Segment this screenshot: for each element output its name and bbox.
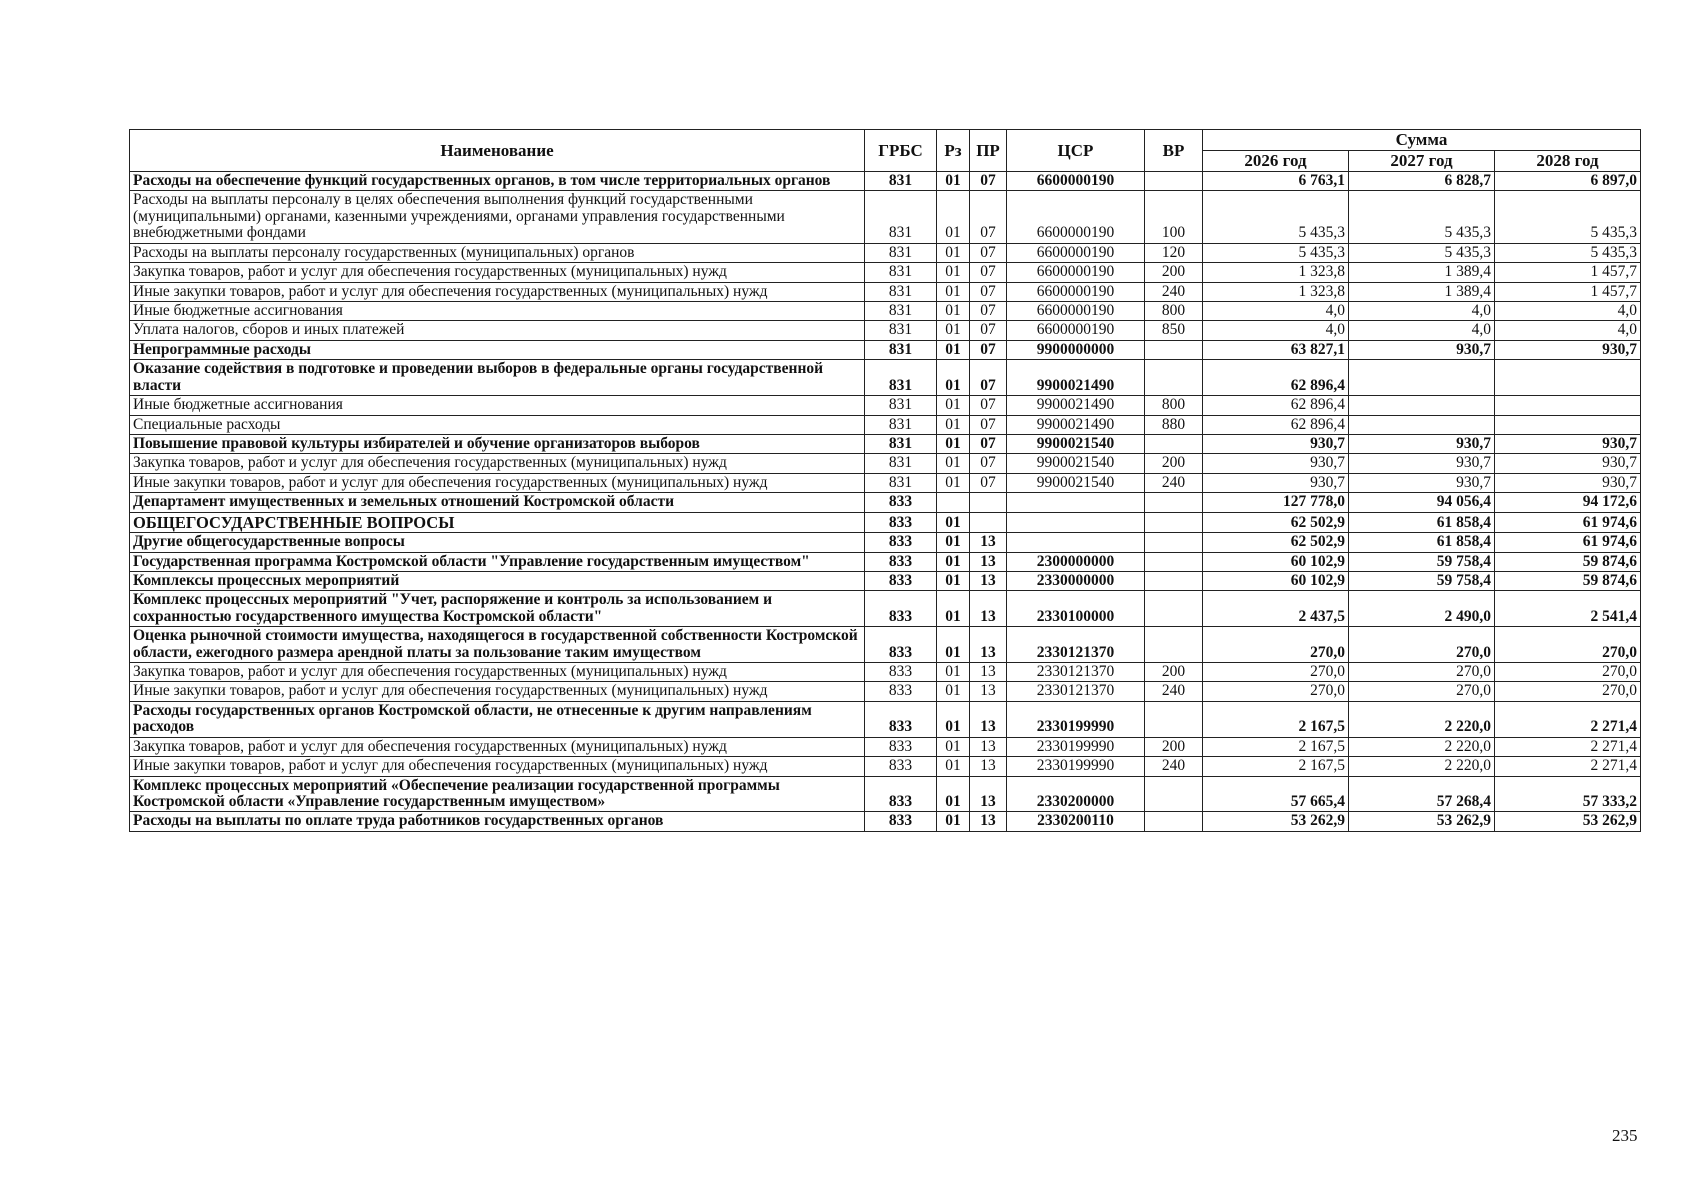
cell-2027: 5 435,3 [1349,243,1495,262]
cell-2026: 5 435,3 [1203,191,1349,243]
cell-grbs: 833 [865,701,937,737]
cell-2028: 930,7 [1495,340,1641,359]
cell-2028: 930,7 [1495,434,1641,453]
table-body [130,172,1641,832]
cell-vr [1145,493,1203,512]
cell-pr: 07 [970,191,1007,243]
cell-2027: 1 389,4 [1349,282,1495,301]
cell-rz: 01 [937,301,970,320]
cell-pr: 13 [970,701,1007,737]
cell-csr: 9900000000 [1007,340,1145,359]
cell-rz: 01 [937,473,970,492]
header-sum: Сумма [1203,130,1641,151]
table-row [130,454,1641,473]
cell-2026: 62 896,4 [1203,415,1349,434]
cell-rz: 01 [937,172,970,191]
cell-pr: 07 [970,243,1007,262]
table-row [130,533,1641,552]
cell-rz: 01 [937,263,970,282]
cell-2026: 62 896,4 [1203,360,1349,396]
cell-vr: 240 [1145,473,1203,492]
table-row [130,360,1641,396]
page-number: 235 [1612,1126,1638,1145]
cell-pr [970,493,1007,512]
cell-name: Расходы на выплаты по оплате труда работников государственных органов [130,812,865,831]
cell-2026: 4,0 [1203,321,1349,340]
table-header [130,130,1641,172]
cell-pr: 07 [970,415,1007,434]
cell-2028: 1 457,7 [1495,263,1641,282]
cell-csr: 2330200000 [1007,776,1145,812]
cell-rz: 01 [937,663,970,682]
cell-2026: 930,7 [1203,473,1349,492]
table-row [130,757,1641,776]
cell-2026: 2 437,5 [1203,591,1349,627]
cell-name: Комплекс процессных мероприятий "Учет, распоряжение и контроль за использованием и сохранностью государственного имущества Костромской области" [130,591,865,627]
cell-name: Закупка товаров, работ и услуг для обеспечения государственных (муниципальных) нужд [130,737,865,756]
table-row [130,340,1641,359]
cell-vr [1145,627,1203,663]
cell-rz: 01 [937,701,970,737]
cell-2026: 53 262,9 [1203,812,1349,831]
cell-2027: 930,7 [1349,434,1495,453]
cell-csr: 6600000190 [1007,282,1145,301]
cell-2027: 59 758,4 [1349,552,1495,571]
cell-rz: 01 [937,571,970,590]
cell-grbs: 831 [865,340,937,359]
table-row [130,282,1641,301]
cell-grbs: 831 [865,191,937,243]
cell-grbs: 831 [865,454,937,473]
cell-vr: 850 [1145,321,1203,340]
cell-rz: 01 [937,360,970,396]
cell-2027: 930,7 [1349,340,1495,359]
cell-grbs: 833 [865,682,937,701]
cell-grbs: 833 [865,571,937,590]
table-row [130,591,1641,627]
cell-pr: 13 [970,737,1007,756]
cell-pr: 07 [970,282,1007,301]
cell-2028: 6 897,0 [1495,172,1641,191]
cell-rz: 01 [937,757,970,776]
cell-2028: 4,0 [1495,301,1641,320]
header-year-2027: 2027 год [1349,151,1495,172]
cell-2028: 270,0 [1495,682,1641,701]
cell-2028: 1 457,7 [1495,282,1641,301]
cell-2028: 270,0 [1495,663,1641,682]
table-row [130,434,1641,453]
cell-name: Расходы государственных органов Костромской области, не отнесенные к другим направлениям расходов [130,701,865,737]
cell-2027: 2 490,0 [1349,591,1495,627]
cell-2026: 2 167,5 [1203,757,1349,776]
cell-2026: 270,0 [1203,663,1349,682]
cell-rz: 01 [937,776,970,812]
cell-2027: 270,0 [1349,663,1495,682]
cell-2026: 6 763,1 [1203,172,1349,191]
cell-2027: 61 858,4 [1349,512,1495,532]
cell-pr: 13 [970,552,1007,571]
cell-2027: 1 389,4 [1349,263,1495,282]
table-row [130,301,1641,320]
table-row [130,243,1641,262]
cell-vr [1145,776,1203,812]
cell-pr: 07 [970,340,1007,359]
cell-2027: 2 220,0 [1349,701,1495,737]
cell-grbs: 831 [865,360,937,396]
cell-grbs: 831 [865,321,937,340]
cell-pr: 07 [970,396,1007,415]
cell-grbs: 831 [865,243,937,262]
cell-csr: 2330200110 [1007,812,1145,831]
table-row [130,682,1641,701]
cell-2028: 2 271,4 [1495,737,1641,756]
cell-grbs: 831 [865,434,937,453]
cell-name: ОБЩЕГОСУДАРСТВЕННЫЕ ВОПРОСЫ [130,512,865,532]
cell-2026: 270,0 [1203,627,1349,663]
cell-grbs: 833 [865,776,937,812]
header-csr: ЦСР [1007,130,1145,172]
cell-vr [1145,552,1203,571]
cell-2028: 930,7 [1495,454,1641,473]
cell-pr: 13 [970,571,1007,590]
cell-2026: 2 167,5 [1203,701,1349,737]
cell-2028: 5 435,3 [1495,243,1641,262]
cell-name: Комплекс процессных мероприятий «Обеспечение реализации государственной программы Костромской области «Управление государственным имуществом» [130,776,865,812]
table-row [130,396,1641,415]
cell-csr: 9900021490 [1007,396,1145,415]
cell-vr: 200 [1145,454,1203,473]
cell-2026: 930,7 [1203,454,1349,473]
cell-rz: 01 [937,454,970,473]
cell-pr: 07 [970,321,1007,340]
cell-rz: 01 [937,812,970,831]
cell-2028 [1495,396,1641,415]
cell-csr: 6600000190 [1007,263,1145,282]
cell-rz: 01 [937,191,970,243]
cell-csr: 2330121370 [1007,682,1145,701]
cell-pr: 07 [970,454,1007,473]
budget-table [129,129,1641,832]
cell-vr: 240 [1145,682,1203,701]
cell-rz: 01 [937,243,970,262]
cell-pr: 13 [970,776,1007,812]
cell-grbs: 833 [865,812,937,831]
cell-vr [1145,812,1203,831]
cell-rz: 01 [937,396,970,415]
cell-name: Иные закупки товаров, работ и услуг для обеспечения государственных (муниципальных) нужд [130,282,865,301]
cell-grbs: 833 [865,552,937,571]
cell-csr: 2330121370 [1007,663,1145,682]
cell-2028: 2 271,4 [1495,701,1641,737]
header-pr: ПР [970,130,1007,172]
cell-2028: 61 974,6 [1495,512,1641,532]
cell-csr: 9900021540 [1007,473,1145,492]
cell-grbs: 831 [865,396,937,415]
cell-grbs: 833 [865,533,937,552]
table-row [130,493,1641,512]
cell-grbs: 833 [865,757,937,776]
cell-name: Закупка товаров, работ и услуг для обеспечения государственных (муниципальных) нужд [130,263,865,282]
cell-csr: 2330000000 [1007,571,1145,590]
table-row [130,263,1641,282]
cell-name: Оценка рыночной стоимости имущества, находящегося в государственной собственности Костромской области, ежегодного размера арендной платы за пользование таким имуществом [130,627,865,663]
cell-2028: 4,0 [1495,321,1641,340]
cell-rz: 01 [937,415,970,434]
cell-name: Иные бюджетные ассигнования [130,396,865,415]
cell-2027: 270,0 [1349,627,1495,663]
cell-rz: 01 [937,591,970,627]
cell-name: Закупка товаров, работ и услуг для обеспечения государственных (муниципальных) нужд [130,454,865,473]
table-row [130,663,1641,682]
cell-2028: 59 874,6 [1495,571,1641,590]
cell-2027: 61 858,4 [1349,533,1495,552]
cell-name: Закупка товаров, работ и услуг для обеспечения государственных (муниципальных) нужд [130,663,865,682]
cell-csr: 2330121370 [1007,627,1145,663]
cell-grbs: 833 [865,591,937,627]
cell-csr: 6600000190 [1007,301,1145,320]
cell-name: Комплексы процессных мероприятий [130,571,865,590]
cell-pr: 07 [970,301,1007,320]
cell-name: Расходы на выплаты персоналу государственных (муниципальных) органов [130,243,865,262]
cell-vr [1145,512,1203,532]
cell-2028: 2 541,4 [1495,591,1641,627]
cell-vr [1145,172,1203,191]
cell-2026: 1 323,8 [1203,263,1349,282]
cell-2028: 57 333,2 [1495,776,1641,812]
table-row [130,776,1641,812]
cell-2027: 4,0 [1349,301,1495,320]
cell-vr [1145,591,1203,627]
cell-csr [1007,533,1145,552]
cell-2028: 5 435,3 [1495,191,1641,243]
cell-rz: 01 [937,627,970,663]
cell-pr: 13 [970,757,1007,776]
cell-rz: 01 [937,512,970,532]
cell-name: Расходы на обеспечение функций государственных органов, в том числе территориальных органов [130,172,865,191]
cell-name: Специальные расходы [130,415,865,434]
cell-2027: 930,7 [1349,454,1495,473]
cell-2028: 61 974,6 [1495,533,1641,552]
cell-2026: 2 167,5 [1203,737,1349,756]
cell-name: Расходы на выплаты персоналу в целях обеспечения выполнения функций государственными (муниципальными) органами, казенными учреждениями, органами управления государственными внебюджетными фондами [130,191,865,243]
cell-csr: 2330199990 [1007,701,1145,737]
table-row [130,191,1641,243]
cell-2026: 4,0 [1203,301,1349,320]
cell-grbs: 833 [865,512,937,532]
cell-csr: 2330199990 [1007,757,1145,776]
table-row [130,701,1641,737]
cell-2028: 930,7 [1495,473,1641,492]
cell-2028 [1495,415,1641,434]
header-year-2028: 2028 год [1495,151,1641,172]
cell-csr: 6600000190 [1007,172,1145,191]
cell-2027: 2 220,0 [1349,737,1495,756]
table-row [130,737,1641,756]
header-vr: ВР [1145,130,1203,172]
cell-2028: 59 874,6 [1495,552,1641,571]
cell-2027: 4,0 [1349,321,1495,340]
cell-pr: 13 [970,663,1007,682]
cell-2028: 2 271,4 [1495,757,1641,776]
cell-2027: 6 828,7 [1349,172,1495,191]
cell-csr: 9900021540 [1007,434,1145,453]
cell-vr [1145,434,1203,453]
cell-csr: 9900021540 [1007,454,1145,473]
cell-2027: 270,0 [1349,682,1495,701]
cell-name: Иные закупки товаров, работ и услуг для обеспечения государственных (муниципальных) нужд [130,473,865,492]
table-row [130,512,1641,532]
table-row [130,812,1641,831]
cell-rz: 01 [937,682,970,701]
cell-grbs: 831 [865,172,937,191]
cell-name: Иные бюджетные ассигнования [130,301,865,320]
cell-name: Иные закупки товаров, работ и услуг для обеспечения государственных (муниципальных) нужд [130,757,865,776]
cell-2026: 62 896,4 [1203,396,1349,415]
cell-pr: 13 [970,812,1007,831]
cell-grbs: 833 [865,663,937,682]
table-row [130,552,1641,571]
cell-2026: 270,0 [1203,682,1349,701]
cell-2028: 53 262,9 [1495,812,1641,831]
table-row [130,473,1641,492]
cell-vr: 200 [1145,737,1203,756]
cell-csr: 2300000000 [1007,552,1145,571]
cell-2027: 94 056,4 [1349,493,1495,512]
cell-name: Департамент имущественных и земельных отношений Костромской области [130,493,865,512]
cell-pr: 07 [970,263,1007,282]
cell-rz: 01 [937,533,970,552]
cell-pr [970,512,1007,532]
cell-2026: 127 778,0 [1203,493,1349,512]
cell-name: Уплата налогов, сборов и иных платежей [130,321,865,340]
cell-name: Повышение правовой культуры избирателей и обучение организаторов выборов [130,434,865,453]
cell-2026: 5 435,3 [1203,243,1349,262]
cell-name: Непрограммные расходы [130,340,865,359]
cell-pr: 13 [970,627,1007,663]
cell-vr [1145,571,1203,590]
cell-pr: 07 [970,360,1007,396]
cell-name: Иные закупки товаров, работ и услуг для обеспечения государственных (муниципальных) нужд [130,682,865,701]
cell-csr: 6600000190 [1007,321,1145,340]
cell-vr [1145,533,1203,552]
cell-2026: 1 323,8 [1203,282,1349,301]
table-row [130,172,1641,191]
cell-2026: 930,7 [1203,434,1349,453]
cell-grbs: 833 [865,627,937,663]
cell-2026: 62 502,9 [1203,512,1349,532]
cell-vr [1145,340,1203,359]
cell-2028 [1495,360,1641,396]
cell-name: Государственная программа Костромской области "Управление государственным имуществом" [130,552,865,571]
cell-name: Другие общегосударственные вопросы [130,533,865,552]
cell-csr: 6600000190 [1007,191,1145,243]
cell-rz: 01 [937,737,970,756]
header-year-2026: 2026 год [1203,151,1349,172]
cell-vr: 880 [1145,415,1203,434]
cell-pr: 07 [970,473,1007,492]
cell-rz [937,493,970,512]
cell-pr: 13 [970,591,1007,627]
cell-rz: 01 [937,282,970,301]
table-row [130,571,1641,590]
table-row [130,415,1641,434]
cell-grbs: 831 [865,301,937,320]
cell-grbs: 833 [865,493,937,512]
cell-2027: 57 268,4 [1349,776,1495,812]
cell-name: Оказание содействия в подготовке и проведении выборов в федеральные органы государственной власти [130,360,865,396]
cell-2026: 60 102,9 [1203,552,1349,571]
cell-2026: 63 827,1 [1203,340,1349,359]
cell-2027 [1349,396,1495,415]
cell-2026: 62 502,9 [1203,533,1349,552]
cell-csr: 9900021490 [1007,360,1145,396]
cell-pr: 13 [970,533,1007,552]
cell-pr: 07 [970,434,1007,453]
cell-vr: 100 [1145,191,1203,243]
cell-pr: 13 [970,682,1007,701]
cell-csr: 9900021490 [1007,415,1145,434]
cell-grbs: 831 [865,473,937,492]
cell-vr [1145,360,1203,396]
cell-csr: 2330100000 [1007,591,1145,627]
cell-rz: 01 [937,321,970,340]
header-rz: Рз [937,130,970,172]
cell-2027: 930,7 [1349,473,1495,492]
table-row [130,321,1641,340]
cell-rz: 01 [937,340,970,359]
cell-grbs: 833 [865,737,937,756]
cell-2028: 270,0 [1495,627,1641,663]
cell-vr: 800 [1145,396,1203,415]
cell-rz: 01 [937,434,970,453]
cell-2027: 53 262,9 [1349,812,1495,831]
cell-vr: 200 [1145,263,1203,282]
cell-grbs: 831 [865,263,937,282]
cell-vr: 800 [1145,301,1203,320]
cell-grbs: 831 [865,415,937,434]
cell-2027: 59 758,4 [1349,571,1495,590]
cell-2027: 2 220,0 [1349,757,1495,776]
cell-vr: 200 [1145,663,1203,682]
cell-2026: 57 665,4 [1203,776,1349,812]
cell-vr: 240 [1145,757,1203,776]
cell-csr: 6600000190 [1007,243,1145,262]
cell-2028: 94 172,6 [1495,493,1641,512]
cell-grbs: 831 [865,282,937,301]
cell-csr: 2330199990 [1007,737,1145,756]
cell-rz: 01 [937,552,970,571]
header-grbs: ГРБС [865,130,937,172]
cell-2026: 60 102,9 [1203,571,1349,590]
cell-csr [1007,512,1145,532]
cell-csr [1007,493,1145,512]
cell-vr: 240 [1145,282,1203,301]
cell-vr [1145,701,1203,737]
cell-2027: 5 435,3 [1349,191,1495,243]
header-name: Наименование [130,130,865,172]
cell-vr: 120 [1145,243,1203,262]
table-row [130,627,1641,663]
cell-pr: 07 [970,172,1007,191]
cell-2027 [1349,360,1495,396]
cell-2027 [1349,415,1495,434]
